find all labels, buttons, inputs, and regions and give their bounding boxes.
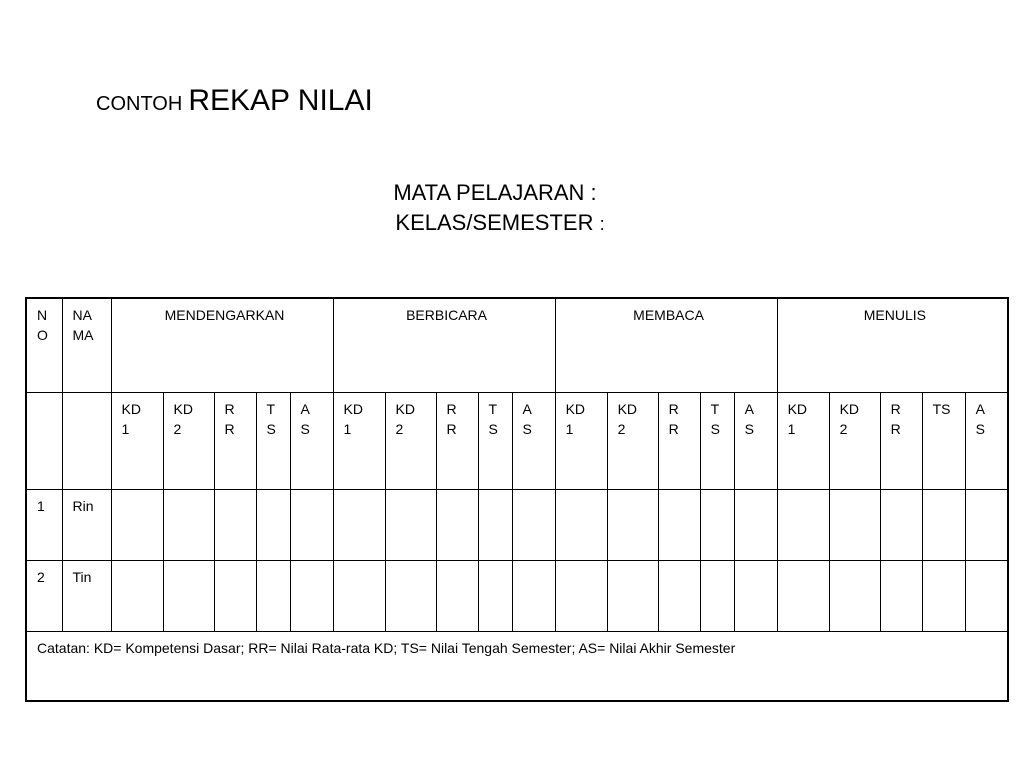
subheader-as: A S xyxy=(734,393,777,490)
score-cell[interactable] xyxy=(700,490,734,561)
subheader-kd2: KD 2 xyxy=(829,393,880,490)
title-prefix: CONTOH xyxy=(96,93,183,115)
score-cell[interactable] xyxy=(333,490,385,561)
class-semester-label xyxy=(300,210,700,236)
subject-label: MATA PELAJARAN : xyxy=(393,180,597,205)
group-header-row xyxy=(26,298,1008,393)
subheader-rr: R R xyxy=(214,393,256,490)
score-cell[interactable] xyxy=(512,561,555,632)
score-cell[interactable] xyxy=(512,490,555,561)
score-cell[interactable] xyxy=(163,490,214,561)
subheader-as: A S xyxy=(965,393,1008,490)
page-title xyxy=(96,84,373,118)
class-label-colon: : xyxy=(599,214,605,234)
note-row xyxy=(26,632,1008,702)
score-cell[interactable] xyxy=(163,561,214,632)
score-cell[interactable] xyxy=(111,561,163,632)
score-cell[interactable] xyxy=(829,490,880,561)
header-menulis: MENULIS xyxy=(777,298,1008,393)
score-cell[interactable] xyxy=(607,561,658,632)
subheader-rr: R R xyxy=(436,393,478,490)
subheader-as: A S xyxy=(290,393,333,490)
score-cell[interactable] xyxy=(777,561,829,632)
subheader-rr: R R xyxy=(880,393,922,490)
score-cell[interactable] xyxy=(555,561,607,632)
subheader-ts: TS xyxy=(922,393,965,490)
subheader-ts: T S xyxy=(256,393,290,490)
score-cell[interactable] xyxy=(385,561,436,632)
subheader-ts: T S xyxy=(478,393,512,490)
score-cell[interactable] xyxy=(880,490,922,561)
row-name: Tin xyxy=(62,561,111,632)
subheader-ts: T S xyxy=(700,393,734,490)
subheader-kd2: KD 2 xyxy=(163,393,214,490)
score-cell[interactable] xyxy=(436,490,478,561)
empty-cell xyxy=(62,393,111,490)
header-berbicara: BERBICARA xyxy=(333,298,555,393)
score-cell[interactable] xyxy=(734,490,777,561)
header-nama: NA MA xyxy=(62,298,111,393)
score-cell[interactable] xyxy=(880,561,922,632)
score-cell[interactable] xyxy=(436,561,478,632)
score-cell[interactable] xyxy=(111,490,163,561)
header-membaca: MEMBACA xyxy=(555,298,777,393)
row-name: Rin xyxy=(62,490,111,561)
rekap-table xyxy=(25,297,1009,702)
score-cell[interactable] xyxy=(256,561,290,632)
table-row xyxy=(26,490,1008,561)
score-cell[interactable] xyxy=(965,490,1008,561)
score-cell[interactable] xyxy=(478,490,512,561)
row-no: 1 xyxy=(26,490,62,561)
score-cell[interactable] xyxy=(734,561,777,632)
score-cell[interactable] xyxy=(922,490,965,561)
row-no: 2 xyxy=(26,561,62,632)
table-note: Catatan: KD= Kompetensi Dasar; RR= Nilai Rata-rata KD; TS= Nilai Tengah Semester; AS= Nilai Akhir Semester xyxy=(26,632,1008,702)
score-cell[interactable] xyxy=(922,561,965,632)
header-no: N O xyxy=(26,298,62,393)
score-cell[interactable] xyxy=(478,561,512,632)
score-cell[interactable] xyxy=(658,561,700,632)
score-cell[interactable] xyxy=(700,561,734,632)
title-main: REKAP NILAI xyxy=(188,84,373,117)
subheader-kd1: KD 1 xyxy=(777,393,829,490)
score-cell[interactable] xyxy=(555,490,607,561)
score-cell[interactable] xyxy=(290,561,333,632)
score-cell[interactable] xyxy=(333,561,385,632)
score-cell[interactable] xyxy=(256,490,290,561)
score-cell[interactable] xyxy=(658,490,700,561)
score-cell[interactable] xyxy=(290,490,333,561)
subheader-kd1: KD 1 xyxy=(333,393,385,490)
empty-cell xyxy=(26,393,62,490)
score-cell[interactable] xyxy=(607,490,658,561)
score-cell[interactable] xyxy=(214,561,256,632)
subheader-kd1: KD 1 xyxy=(111,393,163,490)
score-cell[interactable] xyxy=(965,561,1008,632)
subheader-kd1: KD 1 xyxy=(555,393,607,490)
subheader-kd2: KD 2 xyxy=(385,393,436,490)
score-cell[interactable] xyxy=(214,490,256,561)
subheader-rr: R R xyxy=(658,393,700,490)
header-mendengarkan: MENDENGARKAN xyxy=(111,298,333,393)
subheader-as: A S xyxy=(512,393,555,490)
table-row xyxy=(26,561,1008,632)
sub-header-row xyxy=(26,393,1008,490)
class-label-text: KELAS/SEMESTER xyxy=(395,210,594,235)
subheader-kd2: KD 2 xyxy=(607,393,658,490)
score-cell[interactable] xyxy=(777,490,829,561)
score-cell[interactable] xyxy=(385,490,436,561)
score-cell[interactable] xyxy=(829,561,880,632)
